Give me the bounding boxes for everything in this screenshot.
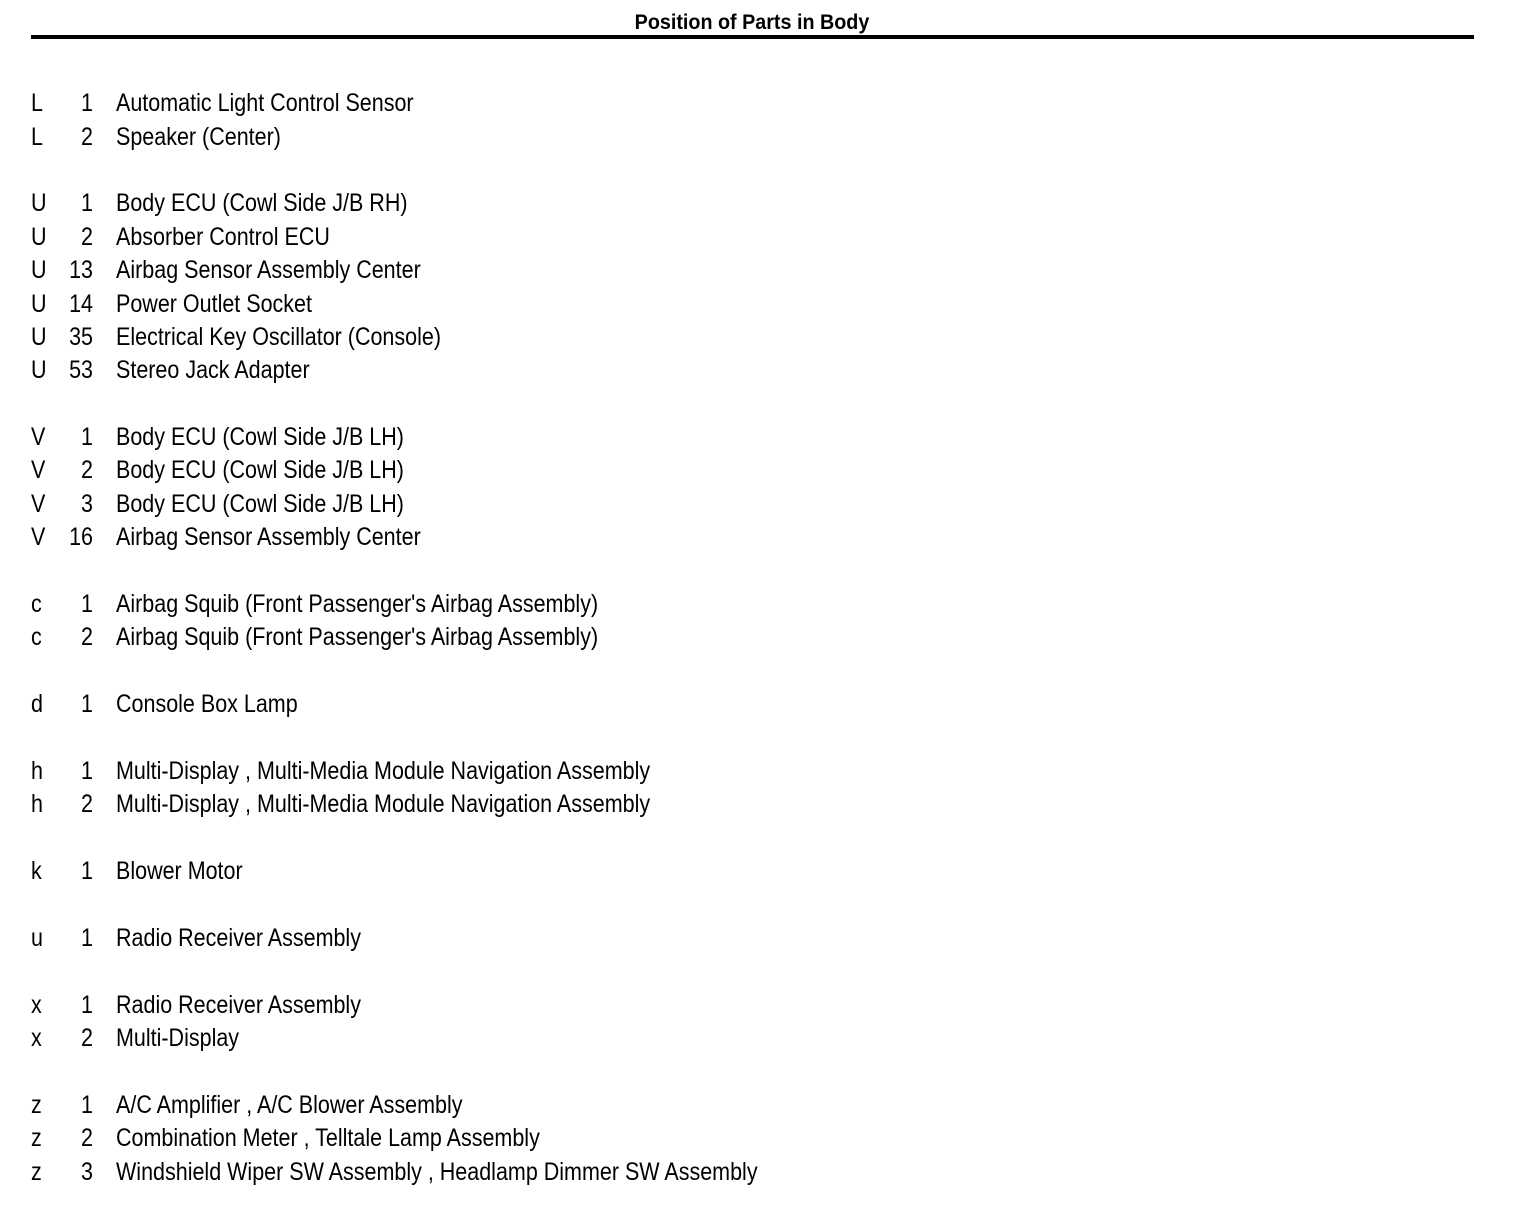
part-description: Multi-Display , Multi-Media Module Navigation Assembly [116, 790, 651, 819]
connector-code: h [31, 757, 43, 785]
connector-code: U [31, 289, 47, 318]
connector-number: 1 [81, 189, 93, 218]
connector-code: V [31, 523, 46, 552]
connector-number: 1 [81, 89, 93, 118]
part-description: Blower Motor [116, 857, 243, 886]
connector-code: h [31, 790, 43, 819]
part-row [31, 788, 1131, 821]
parts-group [31, 755, 1131, 822]
part-row [31, 621, 1131, 654]
part-description: Body ECU (Cowl Side J/B LH) [116, 456, 404, 485]
part-description: Windshield Wiper SW Assembly , Headlamp Dimmer SW Assembly [116, 1157, 758, 1186]
part-row [31, 1122, 1131, 1155]
part-description: Radio Receiver Assembly [116, 923, 361, 952]
title-divider [31, 35, 1474, 39]
connector-number: 2 [81, 456, 93, 485]
part-description: Body ECU (Cowl Side J/B RH) [116, 189, 408, 218]
part-row [31, 521, 1131, 554]
connector-number: 1 [81, 757, 93, 785]
connector-number: 1 [81, 990, 93, 1019]
connector-code: U [31, 189, 47, 218]
part-description: Multi-Display , Multi-Media Module Navigation Assembly [116, 757, 651, 785]
connector-code: u [31, 923, 43, 952]
connector-number: 53 [69, 356, 93, 385]
connector-number: 1 [81, 857, 93, 886]
part-description: Airbag Squib (Front Passenger's Airbag Assembly) [116, 623, 599, 652]
connector-code: x [31, 990, 42, 1019]
part-row [31, 1156, 1131, 1189]
connector-number: 2 [81, 790, 93, 819]
part-description: A/C Amplifier , A/C Blower Assembly [116, 1090, 463, 1119]
connector-code: c [31, 590, 42, 619]
connector-code: z [31, 1157, 42, 1186]
part-row [31, 588, 1131, 621]
part-row [31, 221, 1131, 254]
connector-number: 3 [81, 1157, 93, 1186]
part-description: Speaker (Center) [116, 122, 281, 151]
part-description: Console Box Lamp [116, 690, 298, 719]
connector-number: 1 [81, 923, 93, 952]
parts-list [31, 87, 1131, 1222]
part-row [31, 321, 1131, 354]
part-row [31, 120, 1131, 153]
connector-number: 1 [81, 690, 93, 719]
part-row [31, 922, 1131, 955]
parts-group [31, 922, 1131, 955]
part-description: Power Outlet Socket [116, 289, 312, 318]
part-description: Absorber Control ECU [116, 222, 330, 251]
part-row [31, 855, 1131, 888]
page-title: Position of Parts in Body [634, 11, 870, 34]
parts-group [31, 588, 1131, 655]
part-row [31, 354, 1131, 387]
part-row [31, 254, 1131, 287]
connector-code: U [31, 356, 47, 385]
parts-group [31, 855, 1131, 888]
part-description: Body ECU (Cowl Side J/B LH) [116, 489, 404, 518]
part-description: Stereo Jack Adapter [116, 356, 310, 385]
part-row [31, 755, 1131, 788]
part-row [31, 187, 1131, 220]
parts-group [31, 1089, 1131, 1189]
connector-code: L [31, 89, 43, 118]
connector-code: L [31, 122, 43, 151]
part-description: Electrical Key Oscillator (Console) [116, 322, 441, 351]
connector-number: 2 [81, 222, 93, 251]
connector-code: x [31, 1024, 42, 1053]
connector-code: k [31, 857, 42, 886]
part-description: Airbag Squib (Front Passenger's Airbag Assembly) [116, 590, 599, 619]
connector-code: U [31, 256, 47, 285]
part-description: Airbag Sensor Assembly Center [116, 523, 421, 552]
part-row [31, 287, 1131, 320]
part-row [31, 688, 1131, 721]
part-description: Airbag Sensor Assembly Center [116, 256, 421, 285]
connector-code: V [31, 423, 46, 452]
connector-code: U [31, 222, 47, 251]
part-row [31, 1089, 1131, 1122]
part-row [31, 488, 1131, 521]
part-row [31, 454, 1131, 487]
connector-number: 1 [81, 423, 93, 452]
parts-group [31, 87, 1131, 154]
parts-group [31, 187, 1131, 387]
connector-number: 13 [69, 256, 93, 285]
connector-number: 1 [81, 1090, 93, 1119]
part-description: Combination Meter , Telltale Lamp Assembly [116, 1124, 540, 1153]
connector-number: 16 [69, 523, 93, 552]
connector-code: V [31, 456, 46, 485]
connector-number: 2 [81, 1124, 93, 1153]
part-row [31, 87, 1131, 120]
connector-code: z [31, 1090, 42, 1119]
parts-group [31, 421, 1131, 555]
connector-number: 3 [81, 489, 93, 518]
connector-number: 14 [69, 289, 93, 318]
parts-group [31, 688, 1131, 721]
connector-code: z [31, 1124, 42, 1153]
connector-code: V [31, 489, 46, 518]
parts-group [31, 989, 1131, 1056]
part-row [31, 421, 1131, 454]
connector-number: 35 [69, 322, 93, 351]
part-description: Multi-Display [116, 1024, 240, 1053]
part-description: Automatic Light Control Sensor [116, 89, 414, 118]
connector-code: c [31, 623, 42, 652]
connector-number: 2 [81, 122, 93, 151]
connector-code: U [31, 322, 47, 351]
connector-number: 2 [81, 623, 93, 652]
connector-code: d [31, 690, 43, 719]
part-row [31, 989, 1131, 1022]
connector-number: 2 [81, 1024, 93, 1053]
connector-number: 1 [81, 590, 93, 619]
part-description: Body ECU (Cowl Side J/B LH) [116, 423, 404, 452]
part-row [31, 1022, 1131, 1055]
part-description: Radio Receiver Assembly [116, 990, 361, 1019]
